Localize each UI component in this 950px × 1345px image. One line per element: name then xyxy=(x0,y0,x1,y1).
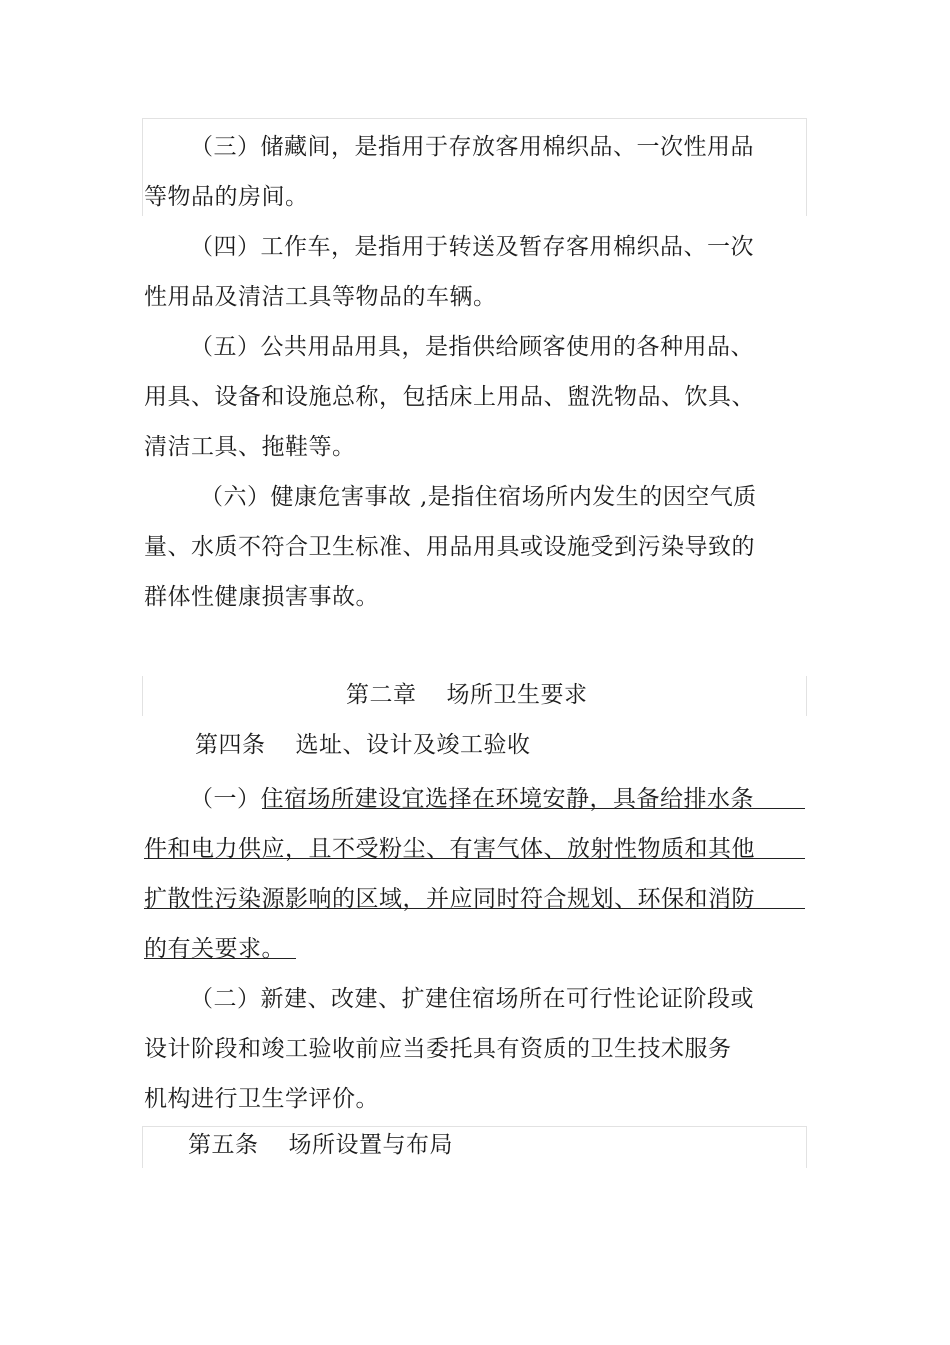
paragraph-6-line-3: 群体性健康损害事故。 xyxy=(144,584,379,610)
paragraph-5-line-1: （五）公共用品用具，是指供给顾客使用的各种用品、 xyxy=(190,334,754,360)
chapter-label: 第二章 xyxy=(346,682,417,708)
chapter-title: 场所卫生要求 xyxy=(446,682,588,708)
article-4-label: 第四条 xyxy=(195,732,266,758)
paragraph-6-line-1b: ,是指住宿场所内发生的因空气质 xyxy=(420,484,757,510)
paragraph-6-line-2: 量、水质不符合卫生标准、用品用具或设施受到污染导致的 xyxy=(144,534,755,560)
article-4-item-1-line-2: 件和电力供应，且不受粉尘、有害气体、放射性物质和其他 xyxy=(144,836,755,862)
article-5-title: 场所设置与布局 xyxy=(288,1132,453,1158)
frame-right-edge xyxy=(806,118,807,216)
article-4-item-2-line-3: 机构进行卫生学评价。 xyxy=(144,1086,379,1112)
underline-1 xyxy=(262,808,805,809)
article-4-item-1-line-4: 的有关要求。 xyxy=(144,936,285,962)
paragraph-4-line-2: 性用品及清洁工具等物品的车辆。 xyxy=(144,284,497,310)
item-1-text: 住宿场所建设宜选择在环境安静，具备给排水条 xyxy=(260,786,754,812)
article-4-item-1-line-3: 扩散性污染源影响的区域，并应同时符合规划、环保和消防 xyxy=(144,886,755,912)
article-4-item-1-line-1 xyxy=(190,784,754,814)
paragraph-3-line-1: （三）储藏间，是指用于存放客用棉织品、一次性用品 xyxy=(190,134,754,160)
article-4-item-2-line-2: 设计阶段和竣工验收前应当委托具有资质的卫生技术服务 xyxy=(144,1036,732,1062)
item-1-prefix: （一） xyxy=(190,786,261,812)
paragraph-5-line-2: 用具、设备和设施总称，包括床上用品、盥洗物品、饮具、 xyxy=(144,384,755,410)
article-4-item-2-line-1: （二）新建、改建、扩建住宿场所在可行性论证阶段或 xyxy=(190,986,754,1012)
article5-frame-right-edge xyxy=(806,1126,807,1168)
article5-frame-left-edge xyxy=(142,1126,143,1168)
article-5-heading xyxy=(188,1130,453,1160)
article5-frame-top-edge xyxy=(142,1126,807,1127)
paragraph-4-line-1: （四）工作车，是指用于转送及暂存客用棉织品、一次 xyxy=(190,234,754,260)
chapter-frame-left-edge xyxy=(142,676,143,716)
paragraph-6-line-1a: （六）健康危害事故 xyxy=(200,484,412,510)
chapter-frame-right-edge xyxy=(806,676,807,716)
article-4-heading xyxy=(195,730,531,760)
article-4-title: 选址、设计及竣工验收 xyxy=(295,732,531,758)
frame-top-edge xyxy=(142,118,807,119)
paragraph-5-line-3: 清洁工具、拖鞋等。 xyxy=(144,434,356,460)
underline-3 xyxy=(144,908,805,909)
underline-4 xyxy=(144,958,296,959)
paragraph-3-line-2: 等物品的房间。 xyxy=(144,184,309,210)
underline-2 xyxy=(144,858,805,859)
article-5-label: 第五条 xyxy=(188,1132,259,1158)
chapter-heading xyxy=(346,680,588,710)
frame-left-edge xyxy=(142,118,143,216)
